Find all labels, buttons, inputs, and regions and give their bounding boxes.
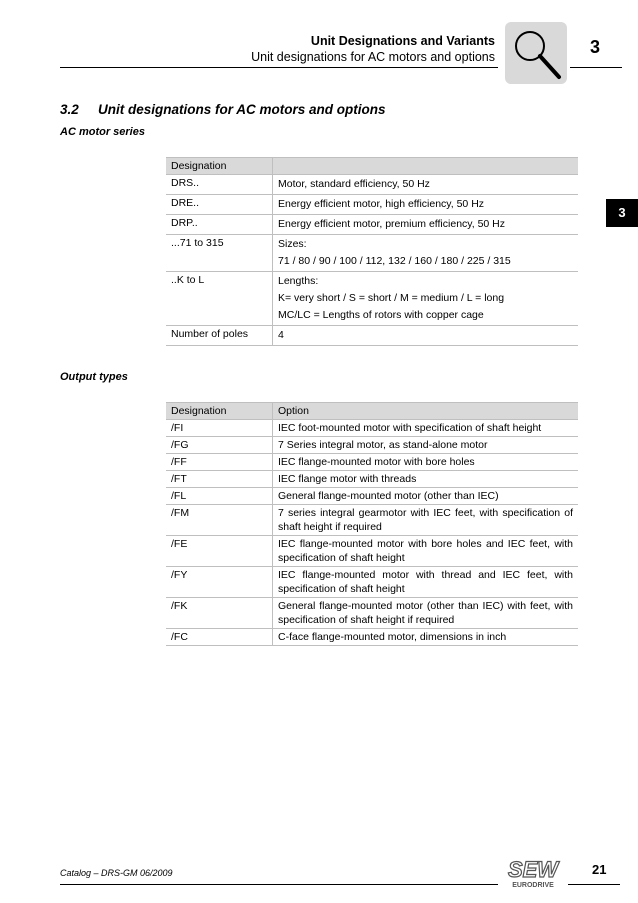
table-row [166,536,578,567]
table-row [166,215,578,235]
designation-cell: /FM [166,505,273,536]
running-header-title: Unit Designations and Variants [310,34,495,48]
option-cell: General flange-mounted motor (other than IEC) [273,488,579,505]
table-header-row [166,158,578,175]
designation-cell: /FF [166,454,273,471]
option-cell: General flange-mounted motor (other than IEC) with feet, with specification of shaft height if required [273,598,579,629]
sew-eurodrive-logo [500,857,566,889]
designation-cell: /FI [166,420,273,437]
table-header-row [166,403,578,420]
designation-cell: /FL [166,488,273,505]
header-rule [60,67,498,68]
description-line: 71 / 80 / 90 / 100 / 112, 132 / 160 / 180 / 225 / 315 [278,255,511,267]
description-line: Energy efficient motor, premium efficiency, 50 Hz [278,218,506,230]
table-row [166,175,578,195]
description-cell [273,215,579,235]
column-header-option: Option [273,403,579,420]
header-rule-right [570,67,622,68]
table-row [166,235,578,272]
page-number: 21 [592,862,607,877]
description-cell [273,175,579,195]
svg-text:SEW: SEW [507,857,559,882]
designation-cell: /FC [166,629,273,646]
description-line: Lengths: [278,275,319,287]
designation-cell: DRP.. [166,215,273,235]
table-row [166,326,578,346]
column-header-description [273,158,579,175]
option-cell: IEC flange-mounted motor with bore holes and IEC feet, with specification of shaft height [273,536,579,567]
footer-rule-right [568,884,620,885]
description-cell [273,272,579,326]
description-line: Energy efficient motor, high efficiency, 50 Hz [278,198,485,210]
subheading-ac-motor-series: AC motor series [60,126,145,138]
section-title: Unit designations for AC motors and options [98,102,386,117]
output-types-table [166,402,578,646]
subheading-output-types: Output types [60,371,128,383]
option-cell: IEC flange-mounted motor with bore holes [273,454,579,471]
option-cell: C-face flange-mounted motor, dimensions in inch [273,629,579,646]
description-cell [273,235,579,272]
table-row [166,505,578,536]
description-line: Motor, standard efficiency, 50 Hz [278,178,430,190]
column-header-designation: Designation [166,403,273,420]
designation-cell: DRE.. [166,195,273,215]
table-row [166,437,578,454]
option-cell: IEC flange-mounted motor with thread and IEC feet, with specification of shaft height [273,567,579,598]
catalog-reference: Catalog – DRS-GM 06/2009 [60,868,173,878]
description-line: Sizes: [278,238,307,250]
designation-cell: Number of poles [166,326,273,346]
designation-cell: DRS.. [166,175,273,195]
chapter-number: 3 [590,37,601,57]
designation-cell: /FT [166,471,273,488]
designation-cell: /FG [166,437,273,454]
option-cell: IEC flange motor with threads [273,471,579,488]
table-row [166,471,578,488]
designation-cell: ...71 to 315 [166,235,273,272]
running-header-subtitle: Unit designations for AC motors and options [251,50,495,64]
description-line: MC/LC = Lengths of rotors with copper cage [278,309,484,321]
table-row [166,454,578,471]
table-row [166,598,578,629]
table-row [166,272,578,326]
table-row [166,629,578,646]
designation-cell: /FY [166,567,273,598]
description-line: 4 [278,329,284,341]
table-row [166,195,578,215]
option-cell: 7 Series integral motor, as stand-alone motor [273,437,579,454]
column-header-designation: Designation [166,158,273,175]
footer-rule [60,884,498,885]
description-line: K= very short / S = short / M = medium / L = long [278,292,505,304]
designation-cell: /FE [166,536,273,567]
designation-cell: ..K to L [166,272,273,326]
section-heading [60,102,386,117]
motor-series-table [166,157,578,346]
table-row [166,488,578,505]
section-number: 3.2 [60,102,79,117]
table-row [166,567,578,598]
chapter-tab: 3 [606,199,638,227]
option-cell: 7 series integral gearmotor with IEC feet, with specification of shaft height if required [273,505,579,536]
magnifier-icon [505,22,567,84]
option-cell: IEC foot-mounted motor with specification of shaft height [273,420,579,437]
svg-text:EURODRIVE: EURODRIVE [512,882,554,889]
designation-cell: /FK [166,598,273,629]
table-row [166,420,578,437]
description-cell [273,326,579,346]
description-cell [273,195,579,215]
